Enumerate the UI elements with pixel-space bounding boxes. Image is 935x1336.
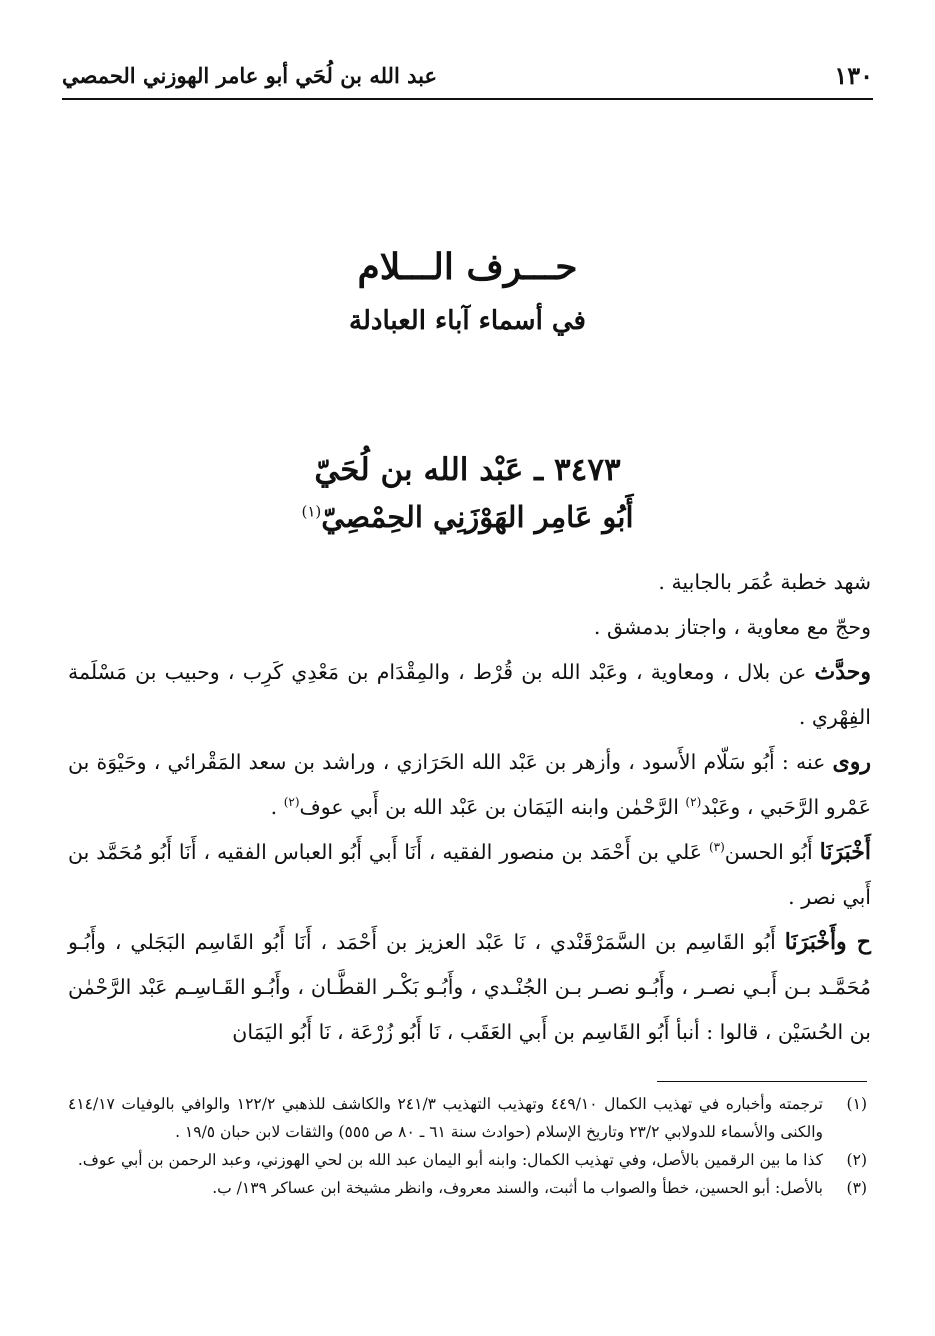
paragraph-5-text-a: أَبُو الحسن: [724, 840, 820, 864]
body-text: [68, 560, 871, 1055]
page-number: ١٣٠: [834, 60, 873, 90]
paragraph-4: [68, 740, 871, 830]
chapter-title: حـــرف الـــلام: [357, 246, 578, 288]
footnote-3: [68, 1174, 867, 1202]
footnote-1: [68, 1090, 867, 1146]
paragraph-4-text-b: الرَّحْمٰن وابنه اليَمَان بن عَبْد الله بن أَبي عوف: [299, 795, 686, 819]
footnote-rule: [657, 1081, 867, 1082]
footnote-ref-2a: (٢): [685, 795, 702, 810]
footnote-number: (٢): [846, 1151, 867, 1169]
paragraph-5: [68, 830, 871, 920]
header-rule: [62, 98, 873, 100]
paragraph-2: وحجّ مع معاوية ، واجتاز بدمشق .: [593, 615, 871, 639]
footnote-text: كذا ما بين الرقمين بالأصل، وفي تهذيب الكمال: وابنه أبو اليمان عبد الله بن لحي الهوزني، وعبد الرحمن بن أبي عوف.: [77, 1151, 823, 1169]
paragraph-1: شهد خطبة عُمَر بالجابية .: [658, 570, 871, 594]
footnotes: [68, 1090, 867, 1202]
paragraph-6-lead: وأَخْبَرَنَا: [784, 929, 847, 955]
chapter-subtitle: في أسماء آباء العبادلة: [349, 306, 586, 336]
paragraph-6-text: أَبُو القَاسِم بن السَّمَرْقَنْدي ، نَا عَبْد العزيز بن أَحْمَد ، أَنَا أَبُو القَاسِم البَجَلي ، وأَبُـو مُحَمَّـد بـن أَبـي نصـر ، وأَبُـو نصـر بـن الجُنْـدي ، وأَبُـو بَكْـر القطَّـان ، وأَبُـو القَـاسِـم عَبْد الرَّحْمٰن بن الحُسَيْن ، قالوا : أنبأ أَبُو القَاسِم بن أَبي العَقَب ، نَا أَبُو زُرْعَة ، نَا أَبُو اليَمَان: [68, 930, 871, 1044]
paragraph-3-text: عن بلال ، ومعاوية ، وعَبْد الله بن قُرْط ، والمِقْدَام بن مَعْدِي كَرِب ، وحبيب بن مَسْلَمة الفِهْري .: [68, 660, 871, 729]
paragraph-4-lead: روى: [832, 749, 871, 775]
entry-title: ٣٤٧٣ ـ عَبْد الله بن لُحَيّ: [314, 452, 621, 488]
paragraph-4-text-a: عنه : أَبُو سَلّام الأَسود ، وأزهر بن عَبْد الله الحَرَازي ، وراشد بن سعد المَقْرائي ، وحَيْوَة بن عَمْرو الرَّحَبي ، وعَبْد: [68, 750, 871, 819]
footnote-2: [68, 1146, 867, 1174]
running-title: عبد الله بن لُحَي أبو عامر الهوزني الحمصي: [62, 62, 437, 88]
paragraph-3-lead: وحدَّث: [814, 659, 871, 685]
paragraph-5-text-b: عَلي بن أَحْمَد بن منصور الفقيه ، أَنَا أَبي أَبُو العباس الفقيه ، أَنَا أَبُو مُحَمَّد بن أَبي نصر .: [68, 840, 871, 909]
paragraph-3: [68, 650, 871, 740]
paragraph-6-ha: ح: [846, 929, 871, 955]
footnote-text: ترجمته وأخباره في تهذيب الكمال ٤٤٩/١٠ وتهذيب التهذيب ٢٤١/٣ والكاشف للذهبي ١٢٢/٢ والوافي بالوفيات ٤١٤/١٧ والكنى والأسماء للدولابي ٢٣/٢ وتاريخ الإسلام (حوادث سنة ٦١ ـ ٨٠ ص ٥٥٥) والثقات لابن حبان ١٩/٥ .: [68, 1095, 823, 1141]
entry-subtitle-text: أَبُو عَامِر الهَوْزَنِي الحِمْصِيّ: [321, 500, 634, 534]
paragraph-4-text-c: .: [270, 795, 284, 819]
footnote-ref-1: (١): [301, 502, 322, 521]
footnote-text: بالأصل: أبو الحسين، خطأ والصواب ما أثبت، والسند معروف، وانظر مشيخة ابن عساكر ١٣٩/ ب.: [212, 1179, 823, 1197]
footnote-number: (١): [846, 1095, 867, 1113]
footnote-ref-3: (٣): [708, 840, 725, 855]
running-header: [62, 58, 873, 92]
entry-subtitle: [0, 500, 935, 534]
paragraph-6: [68, 920, 871, 1055]
footnote-ref-2b: (٢): [283, 795, 300, 810]
footnote-number: (٣): [846, 1179, 867, 1197]
paragraph-5-lead: أَخْبَرَنَا: [819, 839, 871, 865]
